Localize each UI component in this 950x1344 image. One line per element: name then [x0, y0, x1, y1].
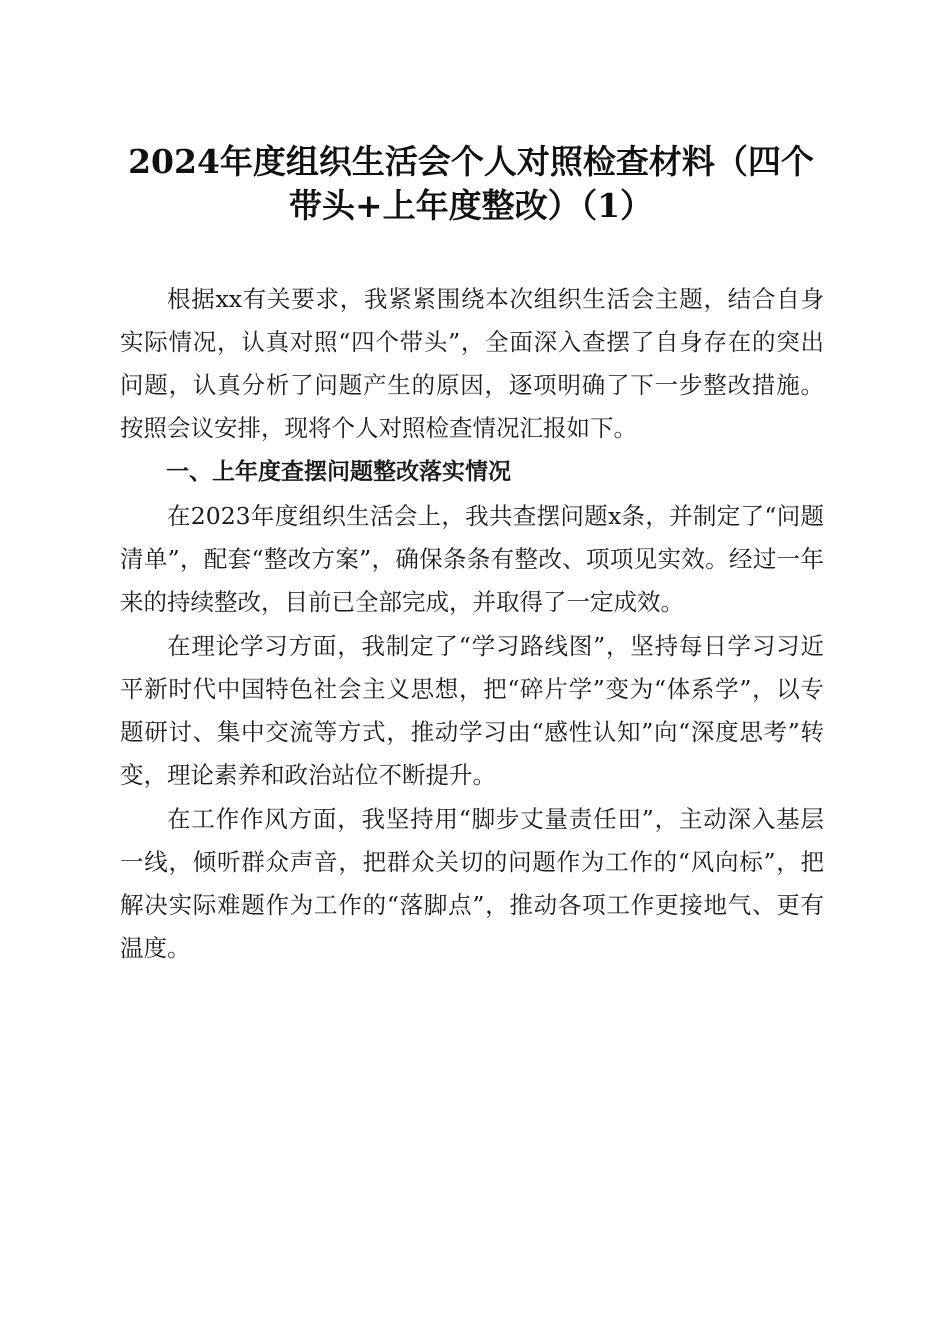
document-body	[120, 278, 824, 971]
document-title: 2024年度组织生活会个人对照检查材料（四个带头+上年度整改）（1）	[128, 142, 814, 225]
section-heading: 一、上年度查摆问题整改落实情况	[166, 459, 511, 485]
intro-paragraph: 根据xx有关要求，我紧紧围绕本次组织生活会主题，结合自身实际情况，认真对照“四个带头”，全面深入查摆了自身存在的突出问题，认真分析了问题产生的原因，逐项明确了下一步整改措施。按照会议安排，现将个人对照检查情况汇报如下。	[120, 285, 824, 442]
work-style-paragraph: 在工作作风方面，我坚持用“脚步丈量责任田”，主动深入基层一线，倾听群众声音，把群众关切的问题作为工作的“风向标”，把解决实际难题作为工作的“落脚点”，推动各项工作更接地气、更有温度。	[120, 805, 824, 962]
rectification-summary-paragraph: 在2023年度组织生活会上，我共查摆问题x条，并制定了“问题清单”，配套“整改方案”，确保条条有整改、项项见实效。经过一年来的持续整改，目前已全部完成，并取得了一定成效。	[120, 502, 824, 616]
theory-study-paragraph: 在理论学习方面，我制定了“学习路线图”，坚持每日学习习近平新时代中国特色社会主义思想，把“碎片学”变为“体系学”，以专题研讨、集中交流等方式，推动学习由“感性认知”向“深度思考”转变，理论素养和政治站位不断提升。	[120, 632, 824, 789]
